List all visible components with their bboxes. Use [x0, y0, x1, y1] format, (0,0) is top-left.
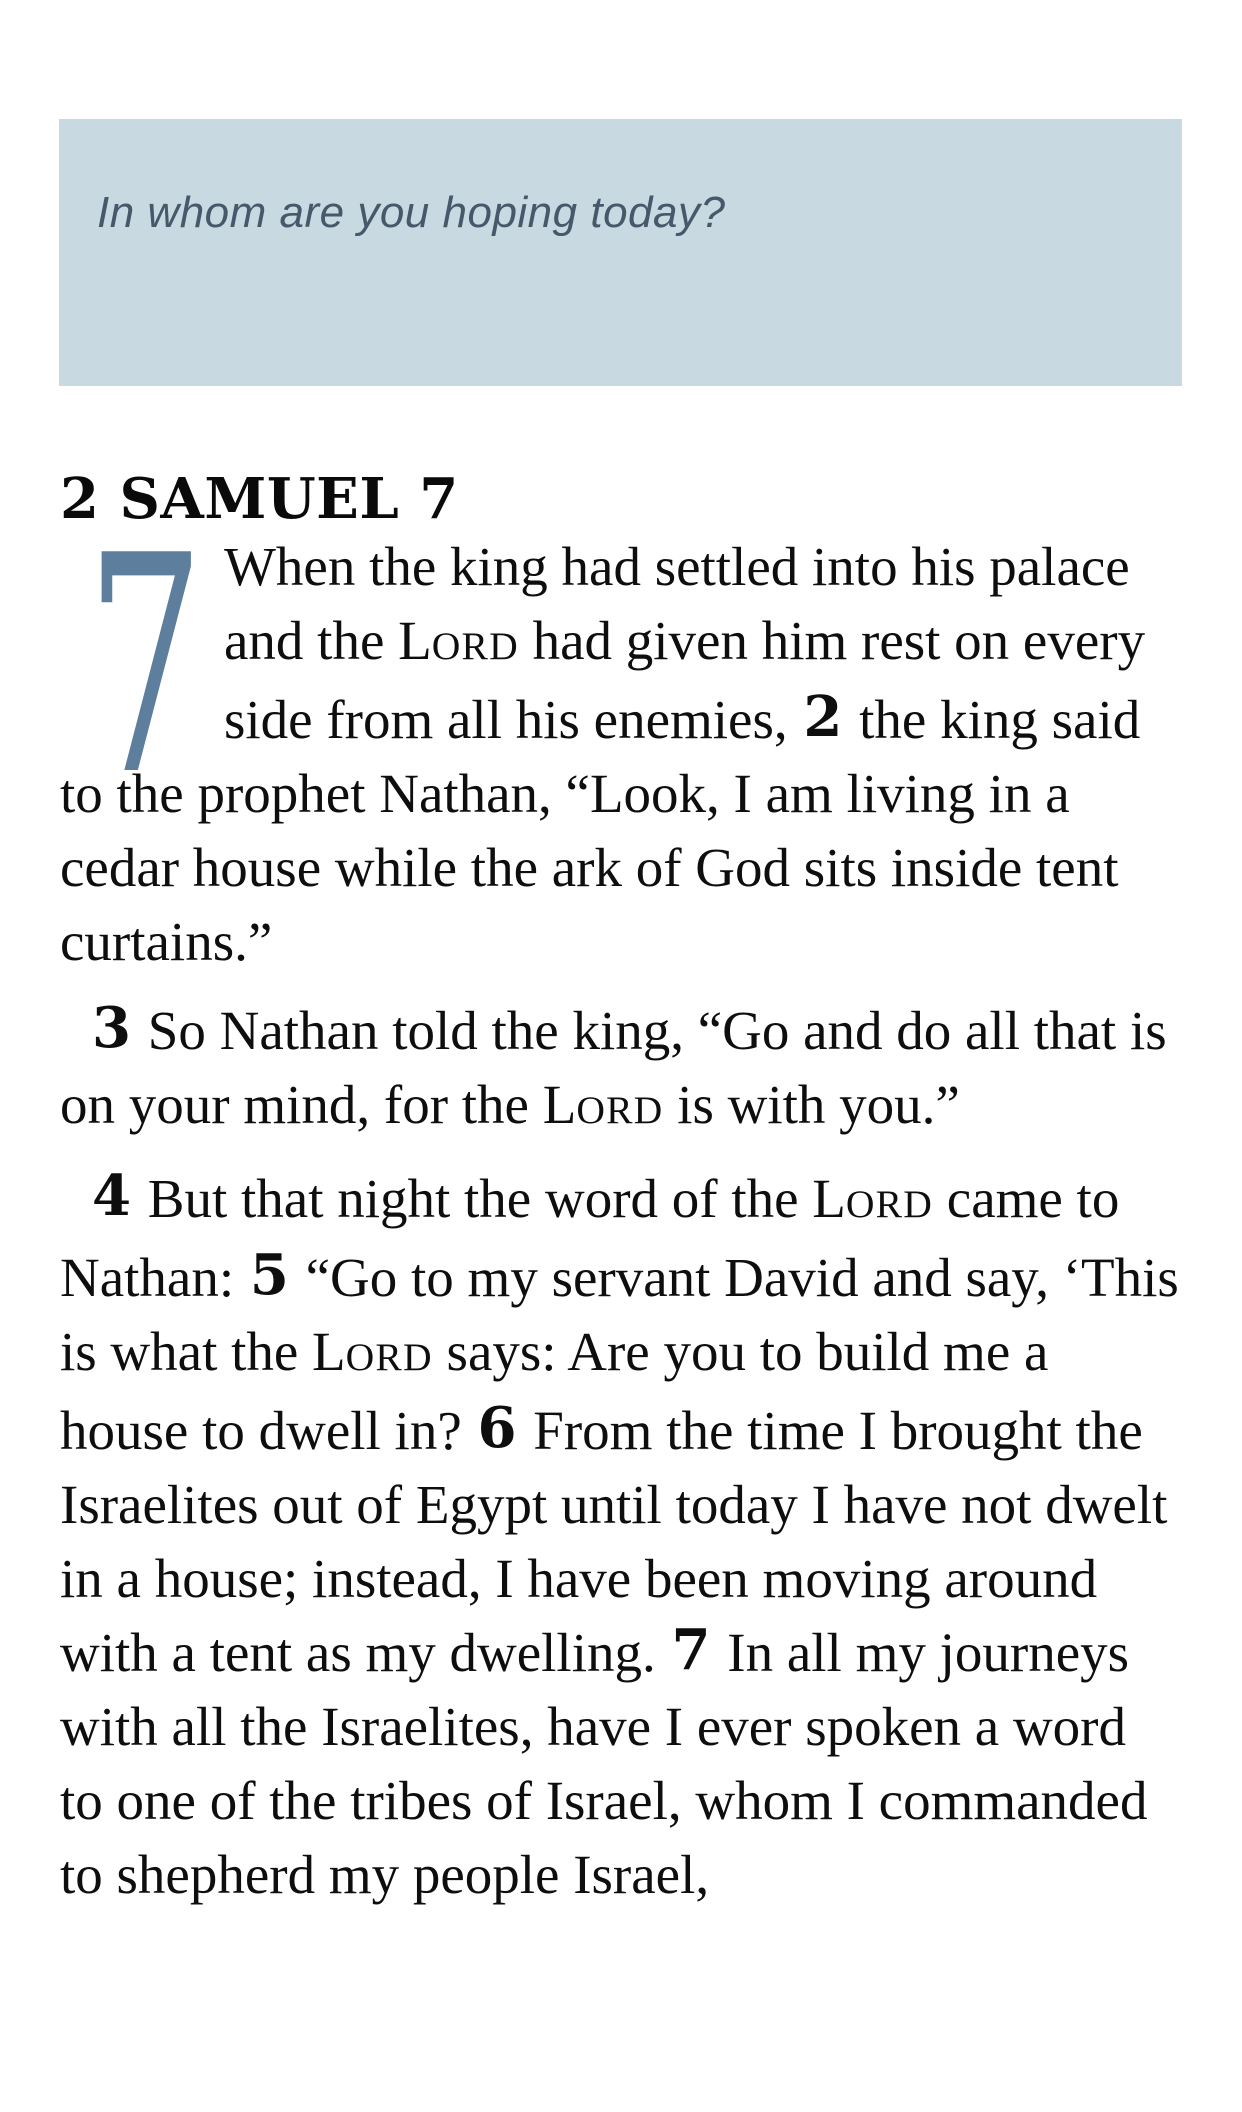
verse-paragraph[interactable]: 7 When the king had settled into his palace and the LORD had given him rest on every side from all his enemies, 2 the king said to the prophet Nathan, “Look, I am living in a cedar house while the ark of God sits inside tent curtains.” [60, 492, 1146, 972]
verse-paragraph[interactable]: 3 So Nathan told the king, “Go and do all that is on your mind, for the LORD is with you.” [60, 995, 1167, 1135]
verse-number[interactable]: 4 [92, 1163, 132, 1229]
verse-number[interactable]: 3 [92, 995, 132, 1061]
chapter-number-drop-cap [86, 492, 205, 841]
passage-reference-heading: 2 SAMUEL 7 [60, 466, 459, 532]
divine-name-lord: LORD [398, 610, 519, 671]
verse-paragraph[interactable]: 4 But that night the word of the LORD came to Nathan: 5 “Go to my servant David and say, ‘This is what the LORD says: Are you to build me a house to dwell in? 6 From the time I brought the Israelites out of Egypt until today I have not dwelt in a house; instead, I have been moving around with a tent as my dwelling. 7 In all my journeys with all the Israelites, have I ever spoken a word to one of the tribes of Israel, whom I commanded to shepherd my people Israel, [60, 1163, 1179, 1905]
verse-number[interactable]: 2 [803, 684, 843, 750]
divine-name-lord: LORD [312, 1321, 433, 1382]
verse-number[interactable]: 6 [477, 1395, 517, 1461]
verse-number[interactable]: 5 [249, 1242, 289, 1308]
divine-name-lord: LORD [542, 1074, 664, 1135]
devotional-question: In whom are you hoping today? [97, 188, 726, 237]
verse-number[interactable]: 7 [671, 1617, 711, 1683]
chapter-number-glyph: 7 [86, 492, 205, 841]
divine-name-lord: LORD [812, 1168, 934, 1229]
devotional-banner[interactable] [59, 119, 1182, 386]
